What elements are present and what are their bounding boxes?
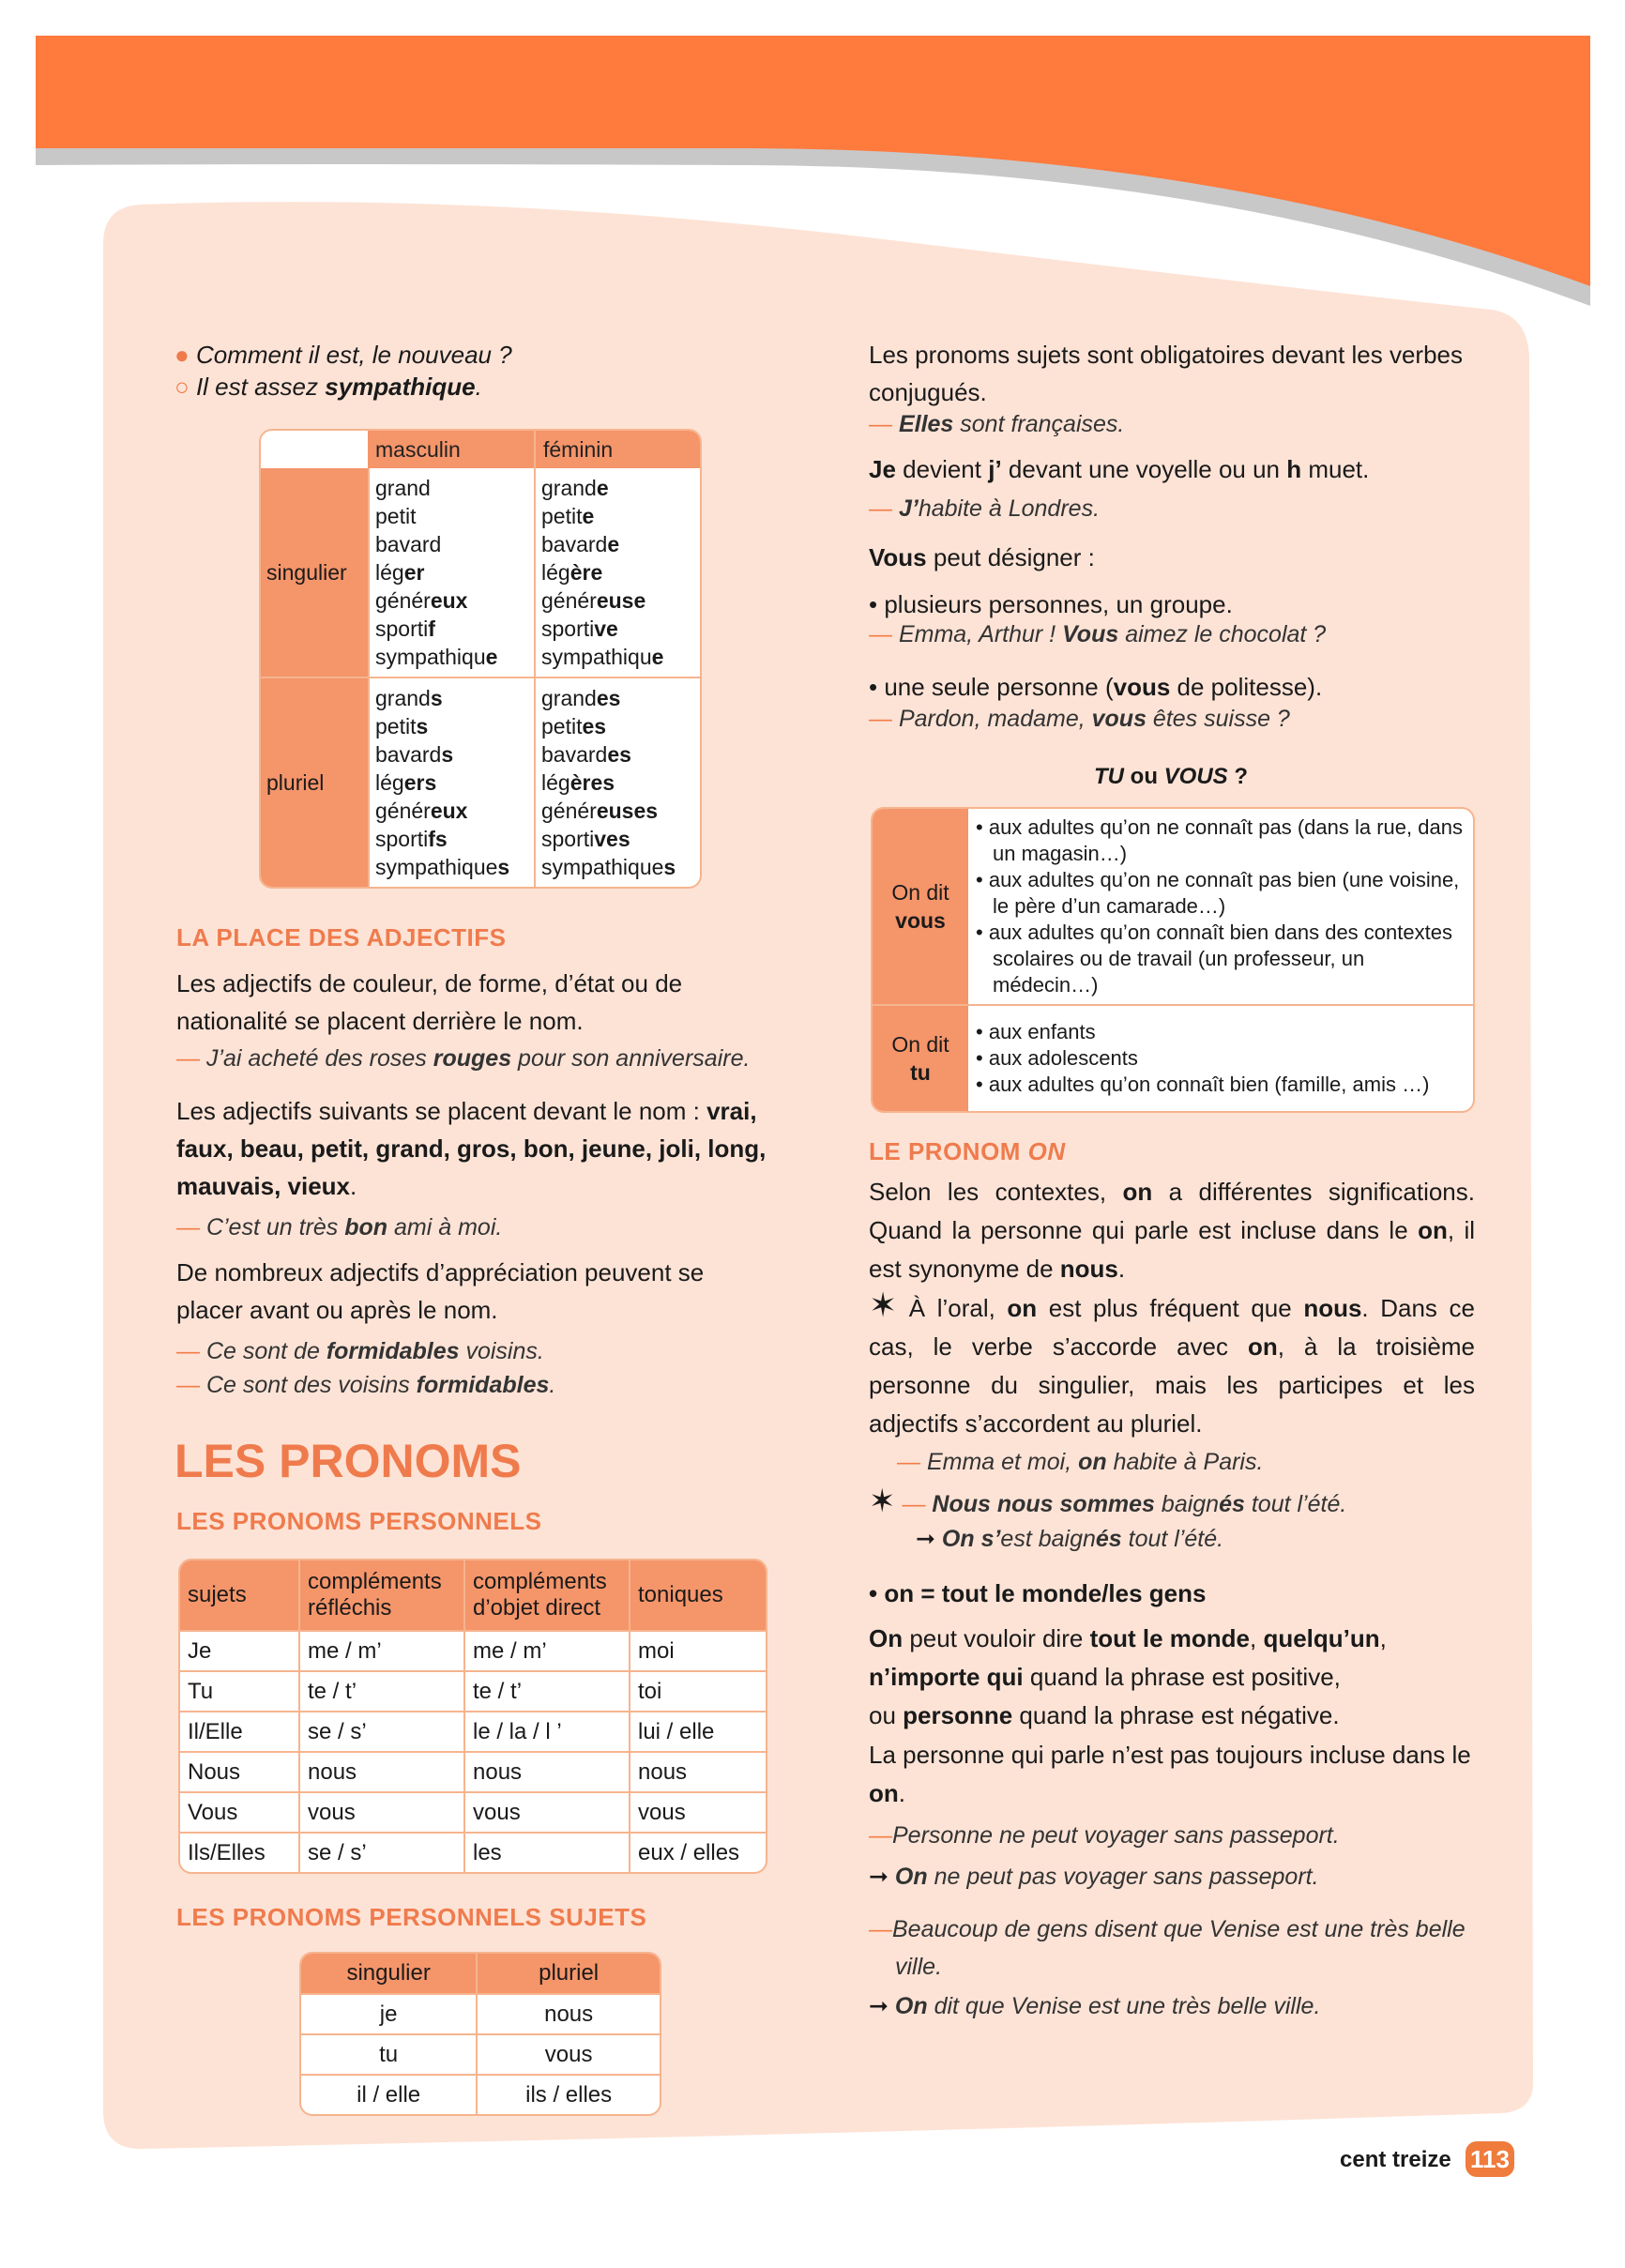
header-feminin: féminin xyxy=(534,431,700,468)
bullet-plusieurs: • plusieurs personnes, un groupe. xyxy=(869,590,1233,618)
tu-vous-table xyxy=(871,807,1475,1113)
intro-question: ● Comment il est, le nouveau ? xyxy=(175,341,512,369)
section-title-on: LE PRONOM ON xyxy=(869,1137,1066,1165)
place-example-1: — J’ai acheté des roses rouges pour son anniversaire. xyxy=(176,1045,751,1072)
on-example-6: —Beaucoup de gens disent que Venise est une très belle ville. xyxy=(869,1916,1466,1980)
bullet-une-seule: • une seule personne (vous de politesse). xyxy=(869,673,1323,701)
on-example-2: ✶ — Nous nous sommes baignés tout l’été. xyxy=(869,1484,1347,1519)
adjective-form: sportifs xyxy=(375,827,448,851)
page-number-words: cent treize xyxy=(1340,2147,1451,2172)
adjective-form: petit xyxy=(375,504,417,528)
right-paragraph-2: Je devient j’ devant une voyelle ou un h muet. xyxy=(869,455,1370,483)
adjective-form: bavard xyxy=(375,532,442,556)
adjective-form: légères xyxy=(541,770,615,795)
bullet-on-tout-le-monde: • on = tout le monde/les gens xyxy=(869,1579,1207,1607)
adjective-form: sympathiques xyxy=(375,855,510,879)
on-example-4: —Personne ne peut voyager sans passeport. xyxy=(869,1822,1340,1849)
on-paragraph-4: La personne qui parle n’est pas toujours incluse dans le on. xyxy=(869,1741,1471,1807)
adjective-form: sympathique xyxy=(541,645,664,669)
col-sing-fem xyxy=(534,468,700,677)
table-header-row: sujets compléments réfléchis compléments d’objet direct toniques xyxy=(180,1560,766,1630)
adjective-form: généreux xyxy=(375,588,468,613)
table-row: tu vous xyxy=(301,2033,660,2074)
on-example-7: ➞ On dit que Venise est une très belle ville. xyxy=(869,1993,1321,2019)
list-item: • aux adultes qu’on connaît bien (famille, amis …) xyxy=(976,1072,1466,1098)
adjective-form: petite xyxy=(541,504,595,528)
place-paragraph-3: De nombreux adjectifs d’appréciation peuvent se placer avant ou après le nom. xyxy=(176,1258,705,1324)
list-item: • aux adolescents xyxy=(976,1045,1466,1072)
tu-vous-title: TU ou VOUS ? xyxy=(1094,764,1248,789)
adjective-agreement-table xyxy=(259,429,702,889)
section-title-place: LA PLACE DES ADJECTIFS xyxy=(176,923,507,951)
adjective-form: léger xyxy=(375,560,425,585)
table-row: Il/Elle se / s’ le / la / l ’ lui / elle xyxy=(180,1711,766,1751)
adjective-form: sympathique xyxy=(375,645,498,669)
table-row: je nous xyxy=(301,1993,660,2033)
arrow-right-icon: ➞ xyxy=(869,1864,888,1890)
page-heading-pronoms: LES PRONOMS xyxy=(175,1435,522,1487)
label-singulier: singulier xyxy=(261,468,368,677)
asterisk-icon: ✶ xyxy=(869,1286,898,1324)
section-title-personnels: LES PRONOMS PERSONNELS xyxy=(176,1507,542,1535)
label-on-dit-vous: On dit vous xyxy=(873,809,968,1004)
header-masculin: masculin xyxy=(368,431,534,468)
label-pluriel: pluriel xyxy=(261,677,368,887)
adjective-form: bavarde xyxy=(541,532,620,556)
list-item: • aux enfants xyxy=(976,1019,1466,1045)
intro-answer: ○ Il est assez sympathique. xyxy=(175,373,482,401)
adjective-form: grande xyxy=(541,476,609,500)
table-row: Je me / m’ me / m’ moi xyxy=(180,1630,766,1670)
right-paragraph-3: Vous peut désigner : xyxy=(869,543,1095,571)
adjective-form: petits xyxy=(375,714,429,738)
on-example-5: ➞ On ne peut pas voyager sans passeport. xyxy=(869,1864,1319,1890)
adjective-form: bavardes xyxy=(541,742,631,767)
vous-usage-list xyxy=(976,814,1466,998)
adjective-form: légers xyxy=(375,770,437,795)
on-example-1: — Emma et moi, on habite à Paris. xyxy=(897,1449,1264,1475)
right-example-4: — Pardon, madame, vous êtes suisse ? xyxy=(869,706,1290,732)
adjective-form: généreuse xyxy=(541,588,646,613)
table-row: Ils/Elles se / s’ les eux / elles xyxy=(180,1832,766,1872)
on-paragraph-2: ✶ À l’oral, on est plus fréquent que nous. Dans ce cas, le verbe s’accorde avec on, à la troisième personne du singulier, mais les participes et les adjectifs s’accordent au pluriel. xyxy=(869,1286,1475,1438)
adjective-form: légère xyxy=(541,560,603,585)
personal-pronouns-table xyxy=(178,1559,767,1874)
section-title-sujets: LES PRONOMS PERSONNELS SUJETS xyxy=(176,1903,647,1931)
right-paragraph-1: Les pronoms sujets sont obligatoires devant les verbes conjugués. xyxy=(869,341,1464,406)
adjective-form: sympathiques xyxy=(541,855,676,879)
on-paragraph-1: Selon les contextes, on a différentes significations. Quand la personne qui parle est incluse dans le on, il est synonyme de nous. xyxy=(869,1178,1476,1283)
table-row: Vous vous vous vous xyxy=(180,1791,766,1832)
right-example-3: — Emma, Arthur ! Vous aimez le chocolat ? xyxy=(869,621,1327,647)
col-plur-masc xyxy=(368,677,534,887)
list-item: • aux adultes qu’on connaît bien dans des contextes scolaires ou de travail (un professeur, un médecin…) xyxy=(976,920,1466,998)
filled-circle-icon: ● xyxy=(175,341,190,369)
adjective-form: bavards xyxy=(375,742,454,767)
col-plur-fem xyxy=(534,677,700,887)
arrow-right-icon: ➞ xyxy=(916,1526,935,1552)
list-item: • aux adultes qu’on ne connaît pas (dans la rue, dans un magasin…) xyxy=(976,814,1466,867)
right-example-2: — J’habite à Londres. xyxy=(869,495,1101,522)
adjective-form: sportif xyxy=(375,616,435,641)
subject-pronouns-table xyxy=(299,1952,661,2116)
adjective-form: sportive xyxy=(541,616,618,641)
table-row: il / elle ils / elles xyxy=(301,2074,660,2114)
place-example-4: — Ce sont des voisins formidables. xyxy=(176,1372,556,1398)
adjective-form: grandes xyxy=(541,686,621,710)
adjective-form: généreuses xyxy=(541,799,659,823)
page-number-badge: 113 xyxy=(1466,2141,1514,2177)
adjective-form: généreux xyxy=(375,799,468,823)
asterisk-icon: ✶ xyxy=(869,1484,896,1519)
header-banner xyxy=(0,0,1625,310)
list-item: • aux adultes qu’on ne connaît pas bien (une voisine, le père d’un camarade…) xyxy=(976,867,1466,920)
table-header-row: singulier pluriel xyxy=(301,1954,660,1993)
adjective-form: grand xyxy=(375,476,431,500)
arrow-right-icon: ➞ xyxy=(869,1993,888,2019)
place-example-2: — C’est un très bon ami à moi. xyxy=(176,1214,503,1241)
on-paragraph-3: On peut vouloir dire tout le monde, quelqu’un, n’importe qui quand la phrase est positive, ou personne quand la phrase est négative. xyxy=(869,1624,1387,1729)
tu-usage-list xyxy=(976,1019,1466,1098)
on-example-3: ➞ On s’est baignés tout l’été. xyxy=(916,1526,1224,1552)
table-row: Tu te / t’ te / t’ toi xyxy=(180,1670,766,1711)
adjective-form: sportives xyxy=(541,827,630,851)
label-on-dit-tu: On dit tu xyxy=(873,1004,968,1111)
adjective-form: petites xyxy=(541,714,607,738)
right-example-1: — Elles sont françaises. xyxy=(869,411,1125,437)
empty-circle-icon: ○ xyxy=(175,373,190,401)
place-example-3: — Ce sont de formidables voisins. xyxy=(176,1338,544,1364)
place-paragraph-1: Les adjectifs de couleur, de forme, d’état ou de nationalité se placent derrière le nom. xyxy=(176,969,683,1035)
table-row: Nous nous nous nous xyxy=(180,1751,766,1791)
adjective-form: grands xyxy=(375,686,443,710)
place-paragraph-2: Les adjectifs suivants se placent devant le nom : vrai, faux, beau, petit, grand, gros, bon, jeune, joli, long, mauvais, vieux. xyxy=(176,1097,767,1200)
col-sing-masc xyxy=(368,468,534,677)
